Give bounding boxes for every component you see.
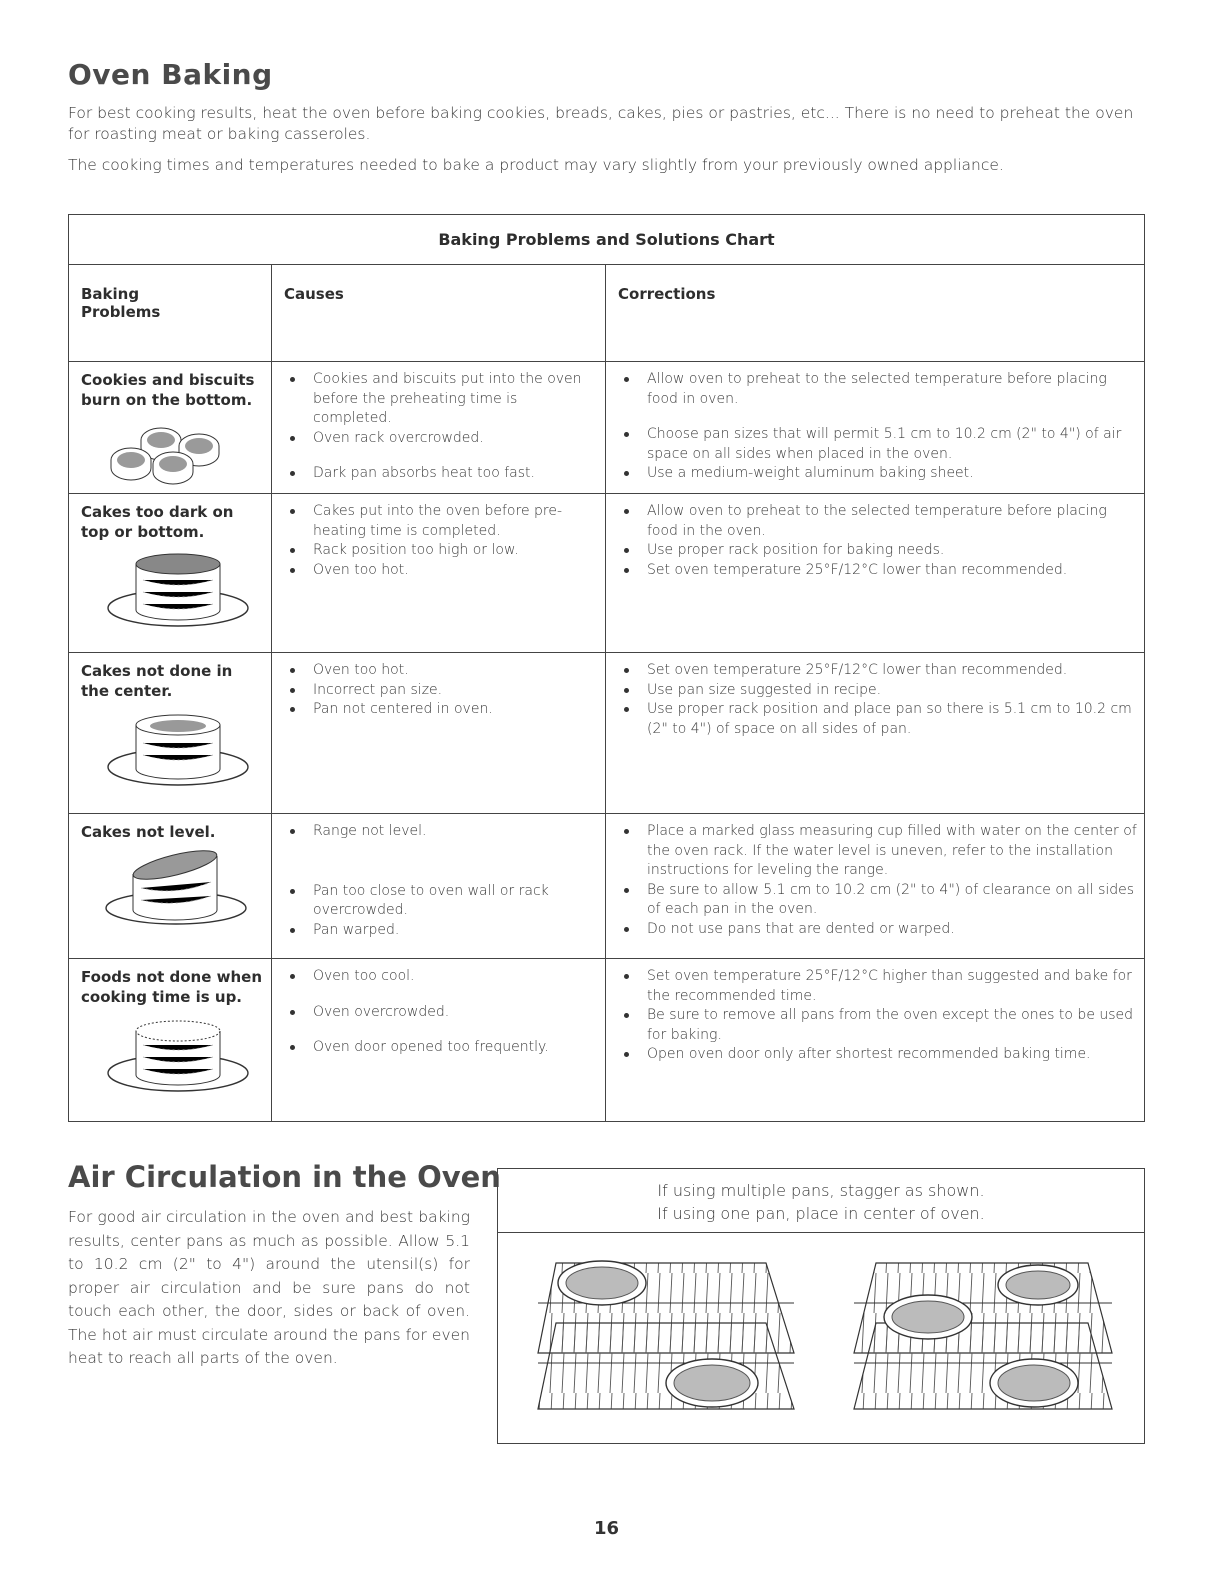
cake-undone-icon [81, 1015, 265, 1105]
correction-item: Use proper rack position and place pan so there is 5.1 cm to 10.2 cm (2" to 4") of space on all sides of pan. [622, 700, 1138, 739]
cause-item: Oven too hot. [288, 561, 599, 581]
correction-item: Set oven temperature 25°F/12°C lower than recommended. [622, 661, 1138, 681]
correction-item: Allow oven to preheat to the selected temperature before placing food in the oven. [622, 502, 1138, 541]
intro-paragraph: The cooking times and temperatures needed to bake a product may vary slightly from your previously owned appliance. [68, 156, 1004, 174]
table-row [69, 494, 1145, 653]
staggered-pans-rack-icon [854, 1263, 1112, 1409]
cause-item: Pan warped. [288, 921, 599, 941]
header-corrections: Corrections [606, 265, 1145, 362]
correction-item: Use pan size suggested in recipe. [622, 681, 1138, 701]
correction-item: Be sure to remove all pans from the oven except the ones to be used for baking. [622, 1006, 1138, 1045]
correction-item: Open oven door only after shortest recommended baking time. [622, 1045, 1138, 1065]
pan-placement-figure [497, 1168, 1145, 1444]
correction-item: Do not use pans that are dented or warped. [622, 920, 1138, 940]
problem-label: Cakes too dark on top or bottom. [81, 503, 234, 541]
problem-label: Cakes not done in the center. [81, 662, 233, 700]
table-row [69, 362, 1145, 494]
page-number: 16 [593, 1518, 620, 1539]
cause-item: Oven rack overcrowded. [288, 429, 599, 449]
cause-item: Dark pan absorbs heat too fast. [288, 464, 599, 484]
baking-problems-chart [68, 214, 1145, 1122]
correction-item: Choose pan sizes that will permit 5.1 cm to 10.2 cm (2" to 4") of air space on all sides when placed in the oven. [622, 425, 1138, 464]
correction-item: Place a marked glass measuring cup filled with water on the center of the oven rack. If the water level is uneven, refer to the installation instructions for leveling the range. [622, 822, 1138, 881]
intro-paragraph: For best cooking results, heat the oven before baking cookies, breads, cakes, pies or pastries, etc... There is no need to preheat the oven for roasting meat or baking casseroles. [68, 104, 1134, 143]
cause-item: Cakes put into the oven before pre-heating time is completed. [288, 502, 599, 541]
cake-tilted-icon [81, 850, 265, 940]
table-row [69, 814, 1145, 959]
problem-label: Cookies and biscuits burn on the bottom. [81, 371, 255, 409]
cause-item: Oven overcrowded. [288, 1003, 599, 1023]
cause-item: Incorrect pan size. [288, 681, 599, 701]
cause-item: Rack position too high or low. [288, 541, 599, 561]
correction-item: Set oven temperature 25°F/12°C lower than recommended. [622, 561, 1138, 581]
air-circulation-text: For good air circulation in the oven and best baking results, center pans as much as possible. Allow 5.1 to 10.2 cm (2" to 4") around the utensil(s) for proper air circulation and be sure pans do not touch each other, the door, sides or back of oven. The hot air must circulate around the pans for even heat to reach all parts of the oven. [68, 1208, 470, 1367]
figure-caption [498, 1169, 1144, 1233]
air-circulation-title: Air Circulation in the Oven [68, 1160, 501, 1194]
problem-label: Cakes not level. [81, 823, 216, 841]
page-title: Oven Baking [68, 58, 273, 91]
caption-line: If using one pan, place in center of oven. [657, 1204, 985, 1223]
cause-item: Oven door opened too frequently. [288, 1038, 599, 1058]
header-problems: Baking Problems [69, 265, 272, 362]
correction-item: Allow oven to preheat to the selected temperature before placing food in oven. [622, 370, 1138, 409]
cause-item: Pan too close to oven wall or rack overcrowded. [288, 882, 599, 921]
cookies-icon [81, 418, 265, 493]
cause-item: Oven too hot. [288, 661, 599, 681]
header-causes: Causes [272, 265, 606, 362]
cake-dark-top-icon [81, 550, 265, 640]
table-row [69, 653, 1145, 814]
cause-item: Range not level. [288, 822, 599, 842]
cause-item: Oven too cool. [288, 967, 599, 987]
correction-item: Be sure to allow 5.1 cm to 10.2 cm (2" to 4") of clearance on all sides of each pan in the oven. [622, 881, 1138, 920]
cake-sunken-center-icon [81, 709, 265, 799]
table-row [69, 959, 1145, 1122]
correction-item: Set oven temperature 25°F/12°C higher than suggested and bake for the recommended time. [622, 967, 1138, 1006]
chart-title: Baking Problems and Solutions Chart [69, 215, 1145, 265]
oven-racks-illustration [498, 1233, 1144, 1443]
cause-item: Cookies and biscuits put into the oven before the preheating time is completed. [288, 370, 599, 429]
caption-line: If using multiple pans, stagger as shown. [657, 1181, 985, 1200]
multiple-pans-rack-icon [538, 1261, 794, 1409]
correction-item: Use proper rack position for baking needs. [622, 541, 1138, 561]
intro-text [68, 103, 1150, 186]
cause-item: Pan not centered in oven. [288, 700, 599, 720]
problem-label: Foods not done when cooking time is up. [81, 968, 263, 1006]
correction-item: Use a medium-weight aluminum baking sheet. [622, 464, 1138, 484]
